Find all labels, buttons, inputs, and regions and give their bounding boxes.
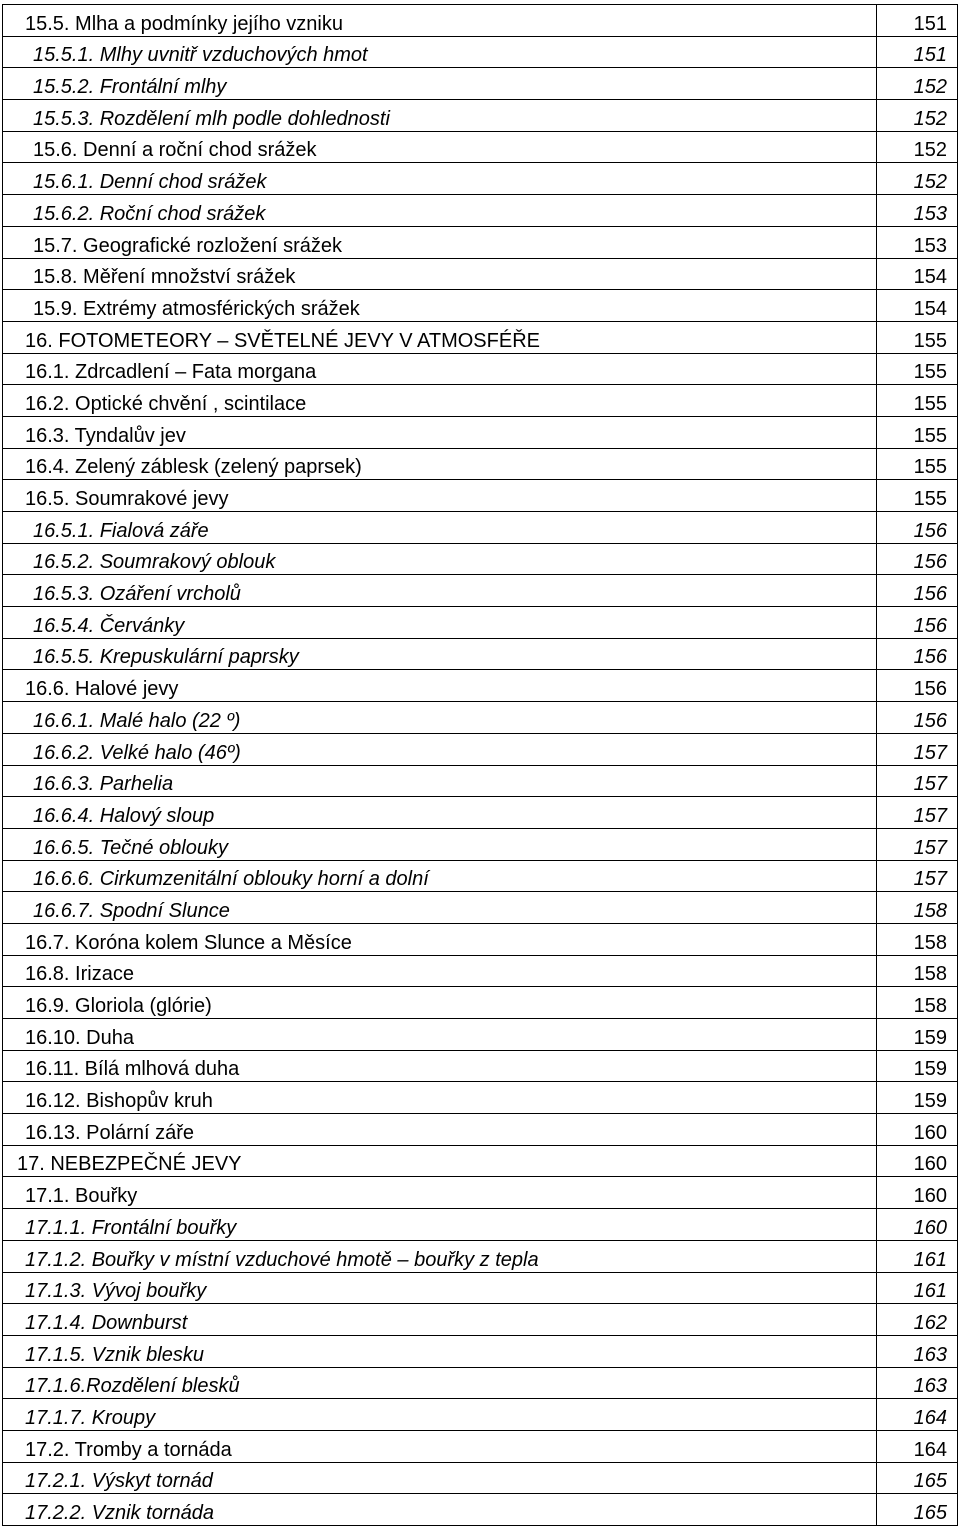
toc-entry-page: 152	[877, 131, 958, 163]
toc-entry-title: 15.7. Geografické rozložení srážek	[3, 226, 877, 258]
toc-entry-page: 156	[877, 607, 958, 639]
toc-entry-title: 17.2.2. Vznik tornáda	[3, 1494, 877, 1526]
toc-row	[3, 543, 958, 575]
toc-row	[3, 575, 958, 607]
toc-entry-title: 17.1.6.Rozdělení blesků	[3, 1367, 877, 1399]
toc-entry-page: 155	[877, 480, 958, 512]
toc-entry-page: 155	[877, 385, 958, 417]
toc-entry-title: 15.5.1. Mlhy uvnitř vzduchových hmot	[3, 36, 877, 68]
toc-entry-page: 165	[877, 1494, 958, 1526]
toc-entry-page: 158	[877, 923, 958, 955]
toc-row	[3, 1304, 958, 1336]
toc-entry-title: 15.8. Měření množství srážek	[3, 258, 877, 290]
toc-entry-title: 16.4. Zelený záblesk (zelený paprsek)	[3, 448, 877, 480]
toc-row	[3, 36, 958, 68]
toc-entry-title: 16.6.4. Halový sloup	[3, 797, 877, 829]
toc-body	[3, 5, 958, 1526]
toc-row	[3, 733, 958, 765]
toc-entry-page: 156	[877, 543, 958, 575]
toc-row	[3, 321, 958, 353]
toc-row	[3, 955, 958, 987]
toc-entry-page: 155	[877, 321, 958, 353]
table-of-contents	[2, 4, 958, 1526]
toc-entry-title: 16.3. Tyndalův jev	[3, 416, 877, 448]
toc-entry-title: 16.6.5. Tečné oblouky	[3, 828, 877, 860]
toc-entry-page: 152	[877, 163, 958, 195]
toc-entry-title: 16.12. Bishopův kruh	[3, 1082, 877, 1114]
toc-entry-title: 16.6.3. Parhelia	[3, 765, 877, 797]
toc-entry-page: 159	[877, 1082, 958, 1114]
toc-entry-title: 16.7. Koróna kolem Slunce a Měsíce	[3, 923, 877, 955]
toc-entry-title: 15.5. Mlha a podmínky jejího vzniku	[3, 5, 877, 37]
toc-row	[3, 226, 958, 258]
toc-row	[3, 1462, 958, 1494]
toc-row	[3, 1019, 958, 1051]
toc-entry-page: 151	[877, 36, 958, 68]
toc-entry-page: 153	[877, 226, 958, 258]
toc-entry-page: 156	[877, 575, 958, 607]
toc-row	[3, 290, 958, 322]
toc-row	[3, 607, 958, 639]
toc-entry-page: 160	[877, 1114, 958, 1146]
toc-row	[3, 131, 958, 163]
toc-row	[3, 1240, 958, 1272]
toc-entry-page: 160	[877, 1209, 958, 1241]
toc-row	[3, 860, 958, 892]
toc-entry-title: 16.1. Zdrcadlení – Fata morgana	[3, 353, 877, 385]
toc-entry-title: 16.10. Duha	[3, 1019, 877, 1051]
toc-row	[3, 1209, 958, 1241]
toc-entry-title: 16.6.2. Velké halo (46º)	[3, 733, 877, 765]
toc-entry-title: 17.1.5. Vznik blesku	[3, 1335, 877, 1367]
toc-row	[3, 923, 958, 955]
toc-row	[3, 5, 958, 37]
toc-entry-page: 160	[877, 1177, 958, 1209]
toc-row	[3, 1272, 958, 1304]
toc-entry-page: 156	[877, 670, 958, 702]
toc-entry-title: 15.5.3. Rozdělení mlh podle dohlednosti	[3, 100, 877, 132]
toc-row	[3, 1177, 958, 1209]
toc-entry-page: 158	[877, 987, 958, 1019]
toc-entry-page: 156	[877, 512, 958, 544]
toc-entry-title: 16.5. Soumrakové jevy	[3, 480, 877, 512]
toc-row	[3, 1399, 958, 1431]
toc-entry-title: 16.6.1. Malé halo (22 º)	[3, 702, 877, 734]
toc-entry-title: 16. FOTOMETEORY – SVĚTELNÉ JEVY V ATMOSFÉŘE	[3, 321, 877, 353]
toc-row	[3, 448, 958, 480]
toc-entry-title: 17.1.2. Bouřky v místní vzduchové hmotě – bouřky z tepla	[3, 1240, 877, 1272]
toc-entry-page: 157	[877, 733, 958, 765]
toc-row	[3, 512, 958, 544]
toc-entry-page: 154	[877, 290, 958, 322]
toc-entry-page: 156	[877, 702, 958, 734]
toc-entry-title: 15.6. Denní a roční chod srážek	[3, 131, 877, 163]
toc-row	[3, 670, 958, 702]
toc-row	[3, 1494, 958, 1526]
toc-entry-title: 16.6. Halové jevy	[3, 670, 877, 702]
toc-entry-page: 155	[877, 448, 958, 480]
toc-entry-title: 17.1. Bouřky	[3, 1177, 877, 1209]
toc-entry-page: 154	[877, 258, 958, 290]
toc-entry-page: 161	[877, 1272, 958, 1304]
toc-entry-page: 160	[877, 1145, 958, 1177]
toc-entry-title: 17.1.7. Kroupy	[3, 1399, 877, 1431]
toc-entry-page: 153	[877, 195, 958, 227]
toc-entry-page: 162	[877, 1304, 958, 1336]
toc-entry-title: 16.2. Optické chvění , scintilace	[3, 385, 877, 417]
toc-row	[3, 1145, 958, 1177]
toc-entry-page: 152	[877, 100, 958, 132]
toc-entry-page: 152	[877, 68, 958, 100]
toc-entry-title: 16.5.5. Krepuskulární paprsky	[3, 638, 877, 670]
toc-entry-title: 16.6.7. Spodní Slunce	[3, 892, 877, 924]
toc-entry-title: 17.1.3. Vývoj bouřky	[3, 1272, 877, 1304]
toc-entry-title: 15.6.2. Roční chod srážek	[3, 195, 877, 227]
toc-entry-page: 155	[877, 353, 958, 385]
toc-entry-title: 17.1.4. Downburst	[3, 1304, 877, 1336]
toc-entry-page: 158	[877, 955, 958, 987]
toc-row	[3, 797, 958, 829]
toc-entry-title: 16.6.6. Cirkumzenitální oblouky horní a dolní	[3, 860, 877, 892]
toc-row	[3, 353, 958, 385]
toc-entry-title: 16.5.4. Červánky	[3, 607, 877, 639]
toc-row	[3, 195, 958, 227]
toc-row	[3, 100, 958, 132]
toc-row	[3, 892, 958, 924]
toc-entry-title: 16.5.3. Ozáření vrcholů	[3, 575, 877, 607]
toc-entry-title: 17.2. Tromby a tornáda	[3, 1430, 877, 1462]
toc-row	[3, 480, 958, 512]
toc-entry-page: 159	[877, 1019, 958, 1051]
toc-row	[3, 1430, 958, 1462]
toc-entry-title: 16.5.1. Fialová záře	[3, 512, 877, 544]
toc-row	[3, 828, 958, 860]
toc-row	[3, 638, 958, 670]
toc-entry-page: 159	[877, 1050, 958, 1082]
toc-row	[3, 987, 958, 1019]
toc-entry-page: 165	[877, 1462, 958, 1494]
toc-entry-page: 157	[877, 797, 958, 829]
toc-row	[3, 68, 958, 100]
toc-entry-title: 16.9. Gloriola (glórie)	[3, 987, 877, 1019]
toc-entry-page: 163	[877, 1367, 958, 1399]
toc-row	[3, 163, 958, 195]
toc-entry-title: 16.8. Irizace	[3, 955, 877, 987]
toc-entry-page: 151	[877, 5, 958, 37]
toc-entry-title: 15.9. Extrémy atmosférických srážek	[3, 290, 877, 322]
toc-entry-page: 157	[877, 860, 958, 892]
toc-row	[3, 416, 958, 448]
toc-entry-page: 156	[877, 638, 958, 670]
toc-row	[3, 702, 958, 734]
toc-entry-title: 15.5.2. Frontální mlhy	[3, 68, 877, 100]
toc-entry-page: 157	[877, 828, 958, 860]
toc-row	[3, 1050, 958, 1082]
toc-entry-page: 155	[877, 416, 958, 448]
toc-row	[3, 1114, 958, 1146]
toc-row	[3, 385, 958, 417]
toc-entry-title: 17.1.1. Frontální bouřky	[3, 1209, 877, 1241]
toc-entry-page: 158	[877, 892, 958, 924]
toc-row	[3, 258, 958, 290]
toc-row	[3, 765, 958, 797]
toc-entry-title: 16.11. Bílá mlhová duha	[3, 1050, 877, 1082]
toc-entry-title: 17. NEBEZPEČNÉ JEVY	[3, 1145, 877, 1177]
toc-entry-title: 15.6.1. Denní chod srážek	[3, 163, 877, 195]
toc-entry-page: 161	[877, 1240, 958, 1272]
toc-entry-page: 164	[877, 1399, 958, 1431]
toc-row	[3, 1367, 958, 1399]
toc-entry-page: 157	[877, 765, 958, 797]
toc-entry-page: 163	[877, 1335, 958, 1367]
toc-entry-title: 16.5.2. Soumrakový oblouk	[3, 543, 877, 575]
toc-row	[3, 1082, 958, 1114]
toc-entry-title: 17.2.1. Výskyt tornád	[3, 1462, 877, 1494]
toc-entry-title: 16.13. Polární záře	[3, 1114, 877, 1146]
toc-row	[3, 1335, 958, 1367]
toc-entry-page: 164	[877, 1430, 958, 1462]
